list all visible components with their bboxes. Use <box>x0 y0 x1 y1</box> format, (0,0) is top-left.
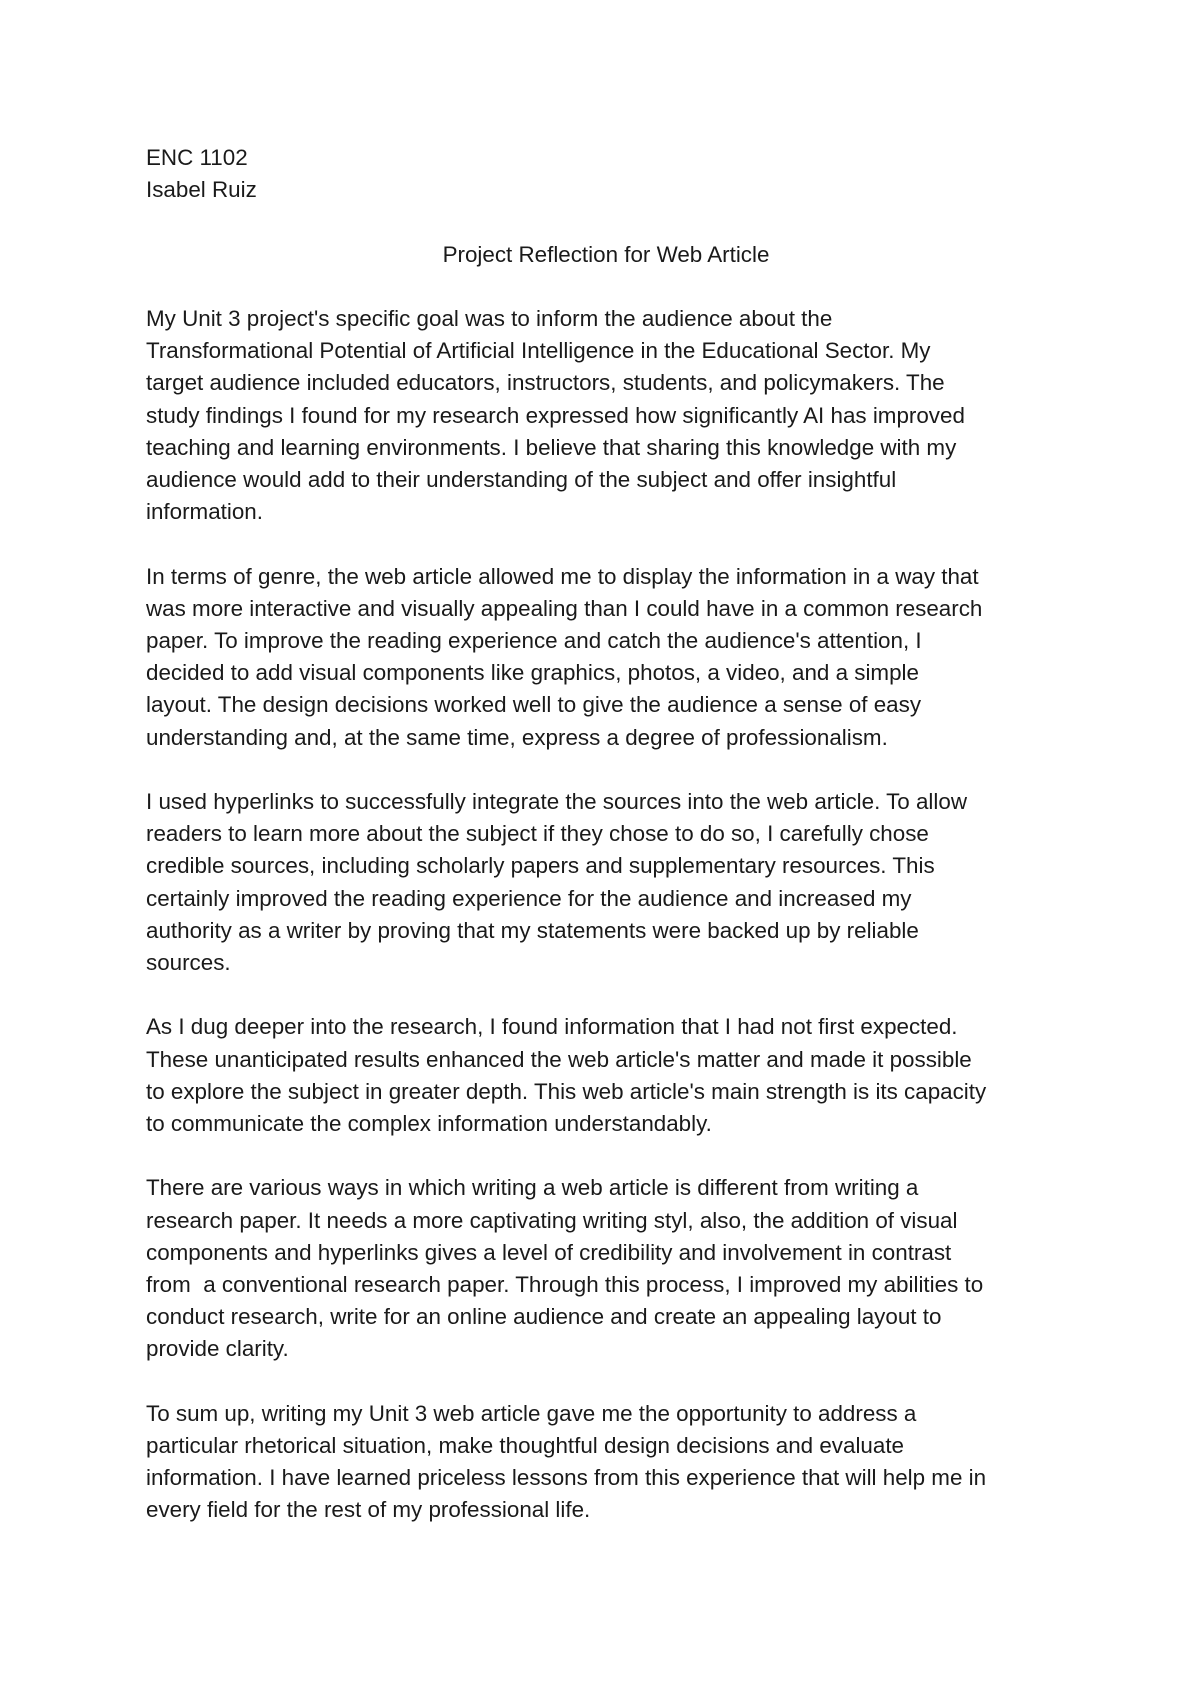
text-line: audience would add to their understanding of the subject and offer insightful <box>146 467 897 492</box>
document-body <box>146 142 1076 1559</box>
text-line: Transformational Potential of Artificial Intelligence in the Educational Sector. My <box>146 338 931 364</box>
text-line: decided to add visual components like graphics, photos, a video, and a simple <box>146 660 919 686</box>
text-line: authority as a writer by proving that my statements were backed up by reliable <box>146 917 919 943</box>
text-line: study findings I found for my research expressed how significantly AI has improved <box>146 402 965 428</box>
text-line: sources. <box>146 950 231 976</box>
text-line: credible sources, including scholarly papers and supplementary resources. This <box>146 853 935 879</box>
text-line: readers to learn more about the subject if they chose to do so, I carefully chose <box>146 821 929 847</box>
text-line: certainly improved the reading experience for the audience and increased my <box>146 885 912 911</box>
text-line: To sum up, writing my Unit 3 web article gave me the opportunity to address a <box>146 1400 917 1426</box>
text-line: every field for the rest of my professional life. <box>146 1497 591 1523</box>
text-line: provide clarity. <box>146 1336 289 1362</box>
text-line: particular rhetorical situation, make thoughtful design decisions and evaluate <box>146 1433 905 1459</box>
text-line: In terms of genre, the web article allowed me to display the information in a way that <box>146 563 979 589</box>
text-line: conduct research, write for an online audience and create an appealing layout to <box>146 1304 942 1330</box>
text-line: target audience included educators, instructors, students, and policymakers. The <box>146 370 945 396</box>
paragraph-5 <box>146 1172 1076 1365</box>
author-name: Isabel Ruiz <box>146 177 257 203</box>
text-line: paper. To improve the reading experience and catch the audience's attention, I <box>146 628 922 653</box>
paragraph-6 <box>146 1398 1076 1527</box>
text-line: teaching and learning environments. I believe that sharing this knowledge with my <box>146 434 957 460</box>
paragraph-3 <box>146 786 1076 979</box>
text-line: was more interactive and visually appealing than I could have in a common research <box>146 595 983 621</box>
text-line: There are various ways in which writing a web article is different from writing a <box>146 1175 919 1201</box>
text-line: These unanticipated results enhanced the web article's matter and made it possible <box>146 1046 972 1072</box>
text-line: information. <box>146 499 263 525</box>
text-line: to explore the subject in greater depth. This web article's main strength is its capacity <box>146 1078 987 1104</box>
paragraph-4 <box>146 1011 1076 1140</box>
paragraph-2 <box>146 561 1076 754</box>
document-title: Project Reflection for Web Article <box>442 241 770 267</box>
course-code: ENC 1102 <box>146 145 248 170</box>
paragraph-1 <box>146 303 1076 528</box>
text-line: As I dug deeper into the research, I found information that I had not first expected. <box>146 1014 958 1040</box>
text-line: information. I have learned priceless lessons from this experience that will help me in <box>146 1465 987 1491</box>
text-line: from a conventional research paper. Through this process, I improved my abilities to <box>146 1272 984 1298</box>
text-line: understanding and, at the same time, express a degree of professionalism. <box>146 724 888 750</box>
text-line: research paper. It needs a more captivating writing styl, also, the addition of visual <box>146 1207 958 1233</box>
paragraph-list <box>146 303 1076 1527</box>
text-line: My Unit 3 project's specific goal was to inform the audience about the <box>146 305 833 331</box>
text-line: I used hyperlinks to successfully integrate the sources into the web article. To allow <box>146 789 967 814</box>
text-line: to communicate the complex information understandably. <box>146 1111 712 1137</box>
text-line: components and hyperlinks gives a level of credibility and involvement in contrast <box>146 1239 952 1265</box>
text-line: layout. The design decisions worked well to give the audience a sense of easy <box>146 692 922 718</box>
